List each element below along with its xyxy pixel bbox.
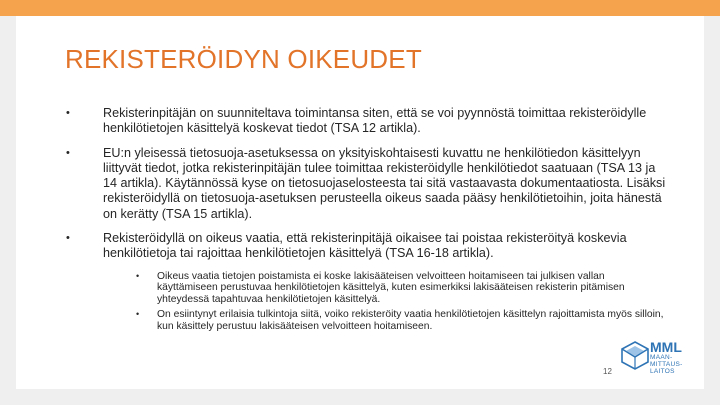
bullet-list [66, 106, 666, 342]
logo-line: MAAN- [650, 354, 673, 361]
sub-bullet-item [136, 309, 666, 333]
logo-text [650, 340, 683, 375]
bullet-item [66, 146, 666, 222]
mml-logo [620, 340, 692, 380]
bullet-item [66, 106, 666, 137]
sub-bullet-glyph: • [136, 309, 140, 320]
sub-bullet-text: Oikeus vaatia tietojen poistamista ei koske lakisääteisen velvoitteen hoitamiseen tai julkisen vallan käyttämiseen perustuvaa henkilötietojen käsittelyä, kuten esimerkiksi lakisääteisen rekisterin pitämisen yhteydessä tapahtuvaa henkilötietojen käsittelyä. [157, 270, 625, 306]
slide-title: REKISTERÖIDYN OIKEUDET [65, 44, 422, 74]
sub-bullet-glyph: • [136, 270, 140, 281]
envelope-cube-icon [620, 340, 650, 370]
sub-bullet-text: On esiintynyt erilaisia tulkintoja siitä, voiko rekisteröity vaatia henkilötietojen käsittelyn rajoittamista myös silloin, kun käsittely perustuu lakisääteisen velvoitteen hoitamiseen. [157, 309, 664, 332]
bullet-glyph: • [66, 146, 70, 159]
logo-line: MITTAUS- [650, 361, 683, 368]
bullet-text: Rekisterinpitäjän on suunniteltava toimintansa siten, että se voi pyynnöstä toimittaa rekisteröidylle henkilötietojen käsittelyä koskevat tiedot (TSA 12 artikla). [103, 106, 647, 136]
logo-mml: MML [650, 339, 682, 355]
sub-bullet-item [136, 271, 666, 306]
logo-line: LAITOS [650, 368, 675, 375]
accent-bar [0, 0, 720, 16]
bullet-glyph: • [66, 107, 70, 119]
bullet-text: EU:n yleisessä tietosuoja-asetuksessa on yksityiskohtaisesti kuvattu ne henkilötiedon käsittelyyn liittyvät tiedot, jotka rekisterinpitäjän tulee toimittaa rekisteröidylle henkilötiedot saatuaan (TSA 13 ja 14 artikla). Käytännössä kyse on tietosuojaselosteesta tai sitä vastaavasta dokumentaatiosta. Lisäksi rekisteröidyllä on tietosuoja-asetuksen perusteella oikeus saada pääsy henkilötietoihin, joita hänestä on kerätty (TSA 15 artikla). [103, 145, 666, 221]
bullet-glyph: • [66, 232, 70, 245]
sub-bullet-list [103, 271, 666, 333]
bullet-item [66, 231, 666, 333]
page-number: 12 [603, 367, 612, 376]
bullet-text: Rekisteröidyllä on oikeus vaatia, että rekisterinpitäjä oikaisee tai poistaa rekisteröityä koskevia henkilötietoja tai rajoittaa henkilötietojen käsittelyä (TSA 16-18 artikla). [103, 231, 627, 261]
